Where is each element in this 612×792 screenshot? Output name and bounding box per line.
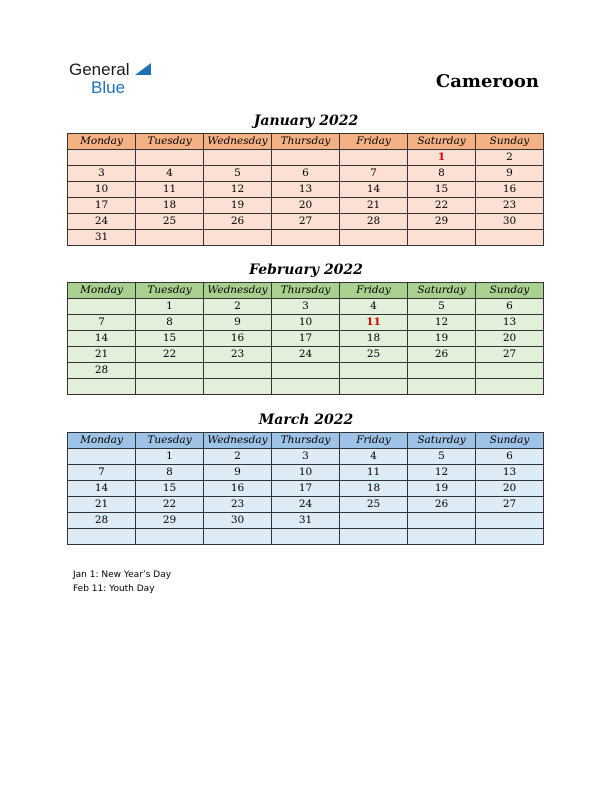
day-cell: 1 bbox=[136, 449, 204, 465]
day-cell: 8 bbox=[136, 465, 204, 481]
day-cell: 13 bbox=[272, 182, 340, 198]
day-cell: 20 bbox=[476, 331, 544, 347]
day-cell: 26 bbox=[408, 497, 476, 513]
weekday-header: Saturday bbox=[408, 283, 476, 299]
day-cell: 10 bbox=[272, 315, 340, 331]
week-row bbox=[68, 182, 544, 198]
logo-text-blue: Blue bbox=[91, 78, 126, 97]
day-cell: 17 bbox=[68, 198, 136, 214]
empty-day-cell bbox=[476, 230, 544, 246]
weekday-header: Wednesday bbox=[204, 433, 272, 449]
day-cell: 25 bbox=[340, 347, 408, 363]
week-row bbox=[68, 513, 544, 529]
empty-day-cell bbox=[68, 150, 136, 166]
country-title: Cameroon bbox=[435, 71, 539, 92]
week-row bbox=[68, 198, 544, 214]
day-cell: 13 bbox=[476, 465, 544, 481]
empty-day-cell bbox=[136, 529, 204, 545]
empty-day-cell bbox=[340, 363, 408, 379]
day-cell: 23 bbox=[204, 347, 272, 363]
week-row bbox=[68, 529, 544, 545]
day-cell: 9 bbox=[476, 166, 544, 182]
weekday-header: Tuesday bbox=[136, 283, 204, 299]
calendar-february bbox=[67, 282, 544, 395]
day-cell: 28 bbox=[340, 214, 408, 230]
weekday-header: Friday bbox=[340, 134, 408, 150]
day-cell: 12 bbox=[408, 315, 476, 331]
day-cell: 6 bbox=[476, 449, 544, 465]
holiday-notes bbox=[73, 568, 171, 596]
day-cell: 20 bbox=[476, 481, 544, 497]
weekday-header-row bbox=[68, 283, 544, 299]
empty-day-cell bbox=[476, 513, 544, 529]
day-cell: 8 bbox=[408, 166, 476, 182]
day-cell: 19 bbox=[204, 198, 272, 214]
day-cell: 22 bbox=[136, 347, 204, 363]
weekday-header: Monday bbox=[68, 134, 136, 150]
day-cell: 14 bbox=[340, 182, 408, 198]
day-cell: 26 bbox=[204, 214, 272, 230]
day-cell: 25 bbox=[136, 214, 204, 230]
day-cell: 3 bbox=[272, 449, 340, 465]
day-cell: 16 bbox=[204, 331, 272, 347]
week-row bbox=[68, 481, 544, 497]
day-cell: 22 bbox=[136, 497, 204, 513]
week-row bbox=[68, 363, 544, 379]
day-cell: 3 bbox=[68, 166, 136, 182]
weekday-header: Thursday bbox=[272, 433, 340, 449]
month-title-march: March 2022 bbox=[258, 412, 354, 428]
day-cell: 23 bbox=[476, 198, 544, 214]
day-cell: 27 bbox=[476, 497, 544, 513]
holiday-note: Feb 11: Youth Day bbox=[73, 584, 155, 594]
generalblue-logo bbox=[69, 61, 129, 96]
empty-day-cell bbox=[204, 150, 272, 166]
day-cell: 21 bbox=[68, 347, 136, 363]
empty-day-cell bbox=[340, 230, 408, 246]
day-cell: 7 bbox=[68, 465, 136, 481]
weekday-header: Saturday bbox=[408, 134, 476, 150]
day-cell: 13 bbox=[476, 315, 544, 331]
day-cell: 4 bbox=[340, 299, 408, 315]
day-cell: 22 bbox=[408, 198, 476, 214]
day-cell: 21 bbox=[340, 198, 408, 214]
month-title-february: February 2022 bbox=[249, 262, 363, 278]
weekday-header: Saturday bbox=[408, 433, 476, 449]
day-cell: 14 bbox=[68, 331, 136, 347]
day-cell: 19 bbox=[408, 481, 476, 497]
empty-day-cell bbox=[272, 379, 340, 395]
day-cell: 16 bbox=[204, 481, 272, 497]
weekday-header: Tuesday bbox=[136, 134, 204, 150]
empty-day-cell bbox=[408, 230, 476, 246]
day-cell: 30 bbox=[204, 513, 272, 529]
day-cell: 12 bbox=[408, 465, 476, 481]
day-cell: 28 bbox=[68, 363, 136, 379]
weekday-header-row bbox=[68, 134, 544, 150]
week-row bbox=[68, 230, 544, 246]
week-row bbox=[68, 214, 544, 230]
day-cell: 25 bbox=[340, 497, 408, 513]
day-cell: 27 bbox=[476, 347, 544, 363]
day-cell: 8 bbox=[136, 315, 204, 331]
day-cell: 31 bbox=[68, 230, 136, 246]
empty-day-cell bbox=[204, 379, 272, 395]
week-row bbox=[68, 166, 544, 182]
day-cell: 10 bbox=[68, 182, 136, 198]
day-cell: 9 bbox=[204, 315, 272, 331]
weekday-header: Friday bbox=[340, 433, 408, 449]
empty-day-cell bbox=[136, 379, 204, 395]
day-cell: 11 bbox=[340, 465, 408, 481]
empty-day-cell bbox=[68, 379, 136, 395]
day-cell: 28 bbox=[68, 513, 136, 529]
day-cell: 26 bbox=[408, 347, 476, 363]
day-cell: 2 bbox=[476, 150, 544, 166]
day-cell: 18 bbox=[340, 331, 408, 347]
day-cell: 6 bbox=[272, 166, 340, 182]
day-cell: 6 bbox=[476, 299, 544, 315]
week-row bbox=[68, 465, 544, 481]
empty-day-cell bbox=[340, 529, 408, 545]
day-cell: 2 bbox=[204, 299, 272, 315]
day-cell: 23 bbox=[204, 497, 272, 513]
logo-flag-icon bbox=[135, 63, 151, 75]
day-cell: 17 bbox=[272, 331, 340, 347]
empty-day-cell bbox=[340, 513, 408, 529]
day-cell: 16 bbox=[476, 182, 544, 198]
empty-day-cell bbox=[68, 299, 136, 315]
empty-day-cell bbox=[408, 363, 476, 379]
day-cell: 18 bbox=[136, 198, 204, 214]
weekday-header: Friday bbox=[340, 283, 408, 299]
empty-day-cell bbox=[408, 379, 476, 395]
weekday-header: Thursday bbox=[272, 283, 340, 299]
week-row bbox=[68, 150, 544, 166]
empty-day-cell bbox=[136, 363, 204, 379]
day-cell: 14 bbox=[68, 481, 136, 497]
day-cell: 10 bbox=[272, 465, 340, 481]
weekday-header: Sunday bbox=[476, 283, 544, 299]
day-cell: 24 bbox=[272, 347, 340, 363]
day-cell: 27 bbox=[272, 214, 340, 230]
day-cell: 1 bbox=[136, 299, 204, 315]
empty-day-cell bbox=[204, 529, 272, 545]
day-cell: 5 bbox=[204, 166, 272, 182]
weekday-header: Sunday bbox=[476, 433, 544, 449]
day-cell: 9 bbox=[204, 465, 272, 481]
day-cell: 20 bbox=[272, 198, 340, 214]
empty-day-cell bbox=[476, 529, 544, 545]
empty-day-cell bbox=[340, 379, 408, 395]
empty-day-cell bbox=[408, 529, 476, 545]
empty-day-cell bbox=[272, 230, 340, 246]
day-cell: 11 bbox=[340, 315, 408, 331]
empty-day-cell bbox=[136, 230, 204, 246]
day-cell: 7 bbox=[68, 315, 136, 331]
logo-text-general: General bbox=[69, 60, 130, 79]
day-cell: 2 bbox=[204, 449, 272, 465]
day-cell: 31 bbox=[272, 513, 340, 529]
weekday-header: Thursday bbox=[272, 134, 340, 150]
empty-day-cell bbox=[204, 230, 272, 246]
calendar-january bbox=[67, 133, 544, 246]
weekday-header: Sunday bbox=[476, 134, 544, 150]
day-cell: 29 bbox=[408, 214, 476, 230]
day-cell: 15 bbox=[136, 331, 204, 347]
day-cell: 7 bbox=[340, 166, 408, 182]
day-cell: 15 bbox=[136, 481, 204, 497]
day-cell: 17 bbox=[272, 481, 340, 497]
empty-day-cell bbox=[340, 150, 408, 166]
empty-day-cell bbox=[408, 513, 476, 529]
weekday-header: Monday bbox=[68, 283, 136, 299]
empty-day-cell bbox=[68, 449, 136, 465]
week-row bbox=[68, 347, 544, 363]
day-cell: 5 bbox=[408, 449, 476, 465]
empty-day-cell bbox=[476, 379, 544, 395]
empty-day-cell bbox=[272, 363, 340, 379]
day-cell: 5 bbox=[408, 299, 476, 315]
empty-day-cell bbox=[136, 150, 204, 166]
weekday-header: Tuesday bbox=[136, 433, 204, 449]
empty-day-cell bbox=[272, 150, 340, 166]
day-cell: 4 bbox=[136, 166, 204, 182]
day-cell: 12 bbox=[204, 182, 272, 198]
empty-day-cell bbox=[68, 529, 136, 545]
empty-day-cell bbox=[476, 363, 544, 379]
weekday-header: Monday bbox=[68, 433, 136, 449]
weekday-header: Wednesday bbox=[204, 134, 272, 150]
day-cell: 11 bbox=[136, 182, 204, 198]
month-title-january: January 2022 bbox=[253, 113, 359, 129]
day-cell: 29 bbox=[136, 513, 204, 529]
week-row bbox=[68, 315, 544, 331]
day-cell: 15 bbox=[408, 182, 476, 198]
day-cell: 1 bbox=[408, 150, 476, 166]
calendar-march bbox=[67, 432, 544, 545]
week-row bbox=[68, 331, 544, 347]
day-cell: 30 bbox=[476, 214, 544, 230]
week-row bbox=[68, 379, 544, 395]
week-row bbox=[68, 299, 544, 315]
day-cell: 24 bbox=[68, 214, 136, 230]
weekday-header: Wednesday bbox=[204, 283, 272, 299]
day-cell: 21 bbox=[68, 497, 136, 513]
weekday-header-row bbox=[68, 433, 544, 449]
empty-day-cell bbox=[272, 529, 340, 545]
holiday-note: Jan 1: New Year’s Day bbox=[73, 570, 172, 580]
week-row bbox=[68, 449, 544, 465]
day-cell: 18 bbox=[340, 481, 408, 497]
week-row bbox=[68, 497, 544, 513]
day-cell: 3 bbox=[272, 299, 340, 315]
empty-day-cell bbox=[204, 363, 272, 379]
day-cell: 19 bbox=[408, 331, 476, 347]
day-cell: 4 bbox=[340, 449, 408, 465]
day-cell: 24 bbox=[272, 497, 340, 513]
